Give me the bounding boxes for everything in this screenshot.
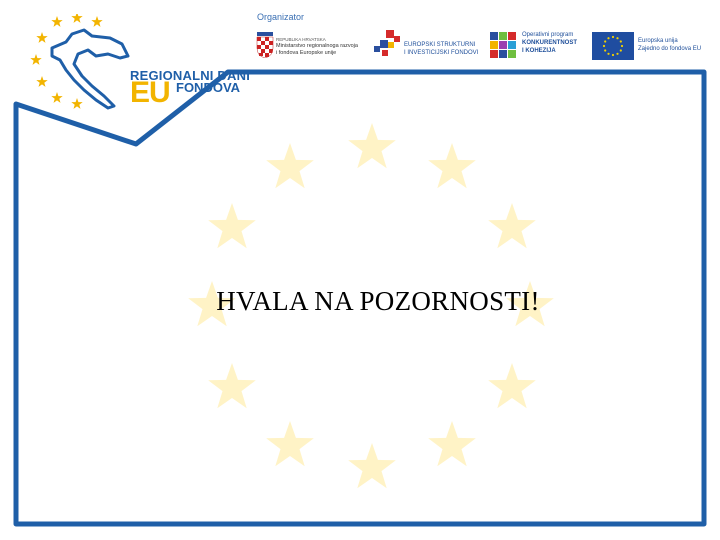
bg-star-5: [488, 363, 536, 408]
partner-opcc-line-3: I KOHEZIJA: [522, 48, 556, 54]
closing-title: HVALA NA POZORNOSTI!: [216, 286, 540, 316]
partner-opcc: [490, 30, 590, 62]
opcc-logo-icon: [490, 32, 516, 58]
partner-ministry-small: REPUBLIKA HRVATSKA: [276, 37, 326, 42]
partner-opcc-line-1: Operativni program: [522, 32, 574, 38]
bg-star-2: [428, 143, 476, 188]
partner-eu: [592, 30, 710, 62]
logo-line-1: REGIONALNI DANI: [130, 68, 250, 83]
croatian-coat-of-arms-icon: [256, 32, 274, 58]
bg-star-12: [266, 143, 314, 188]
partner-ministry-line-2: i fondova Europske unije: [276, 50, 337, 56]
partner-eu-line-1: Europska unija: [638, 38, 678, 44]
eu-flag-icon: [592, 32, 634, 60]
partner-esif-line-2: I INVESTICIJSKI FONDOVI: [404, 50, 479, 56]
partner-ministry-line-1: Ministarstvo regionalnoga razvoja: [276, 43, 358, 49]
regionalni-dani-logo: [30, 14, 250, 114]
bg-star-11: [208, 203, 256, 248]
bg-star-9: [208, 363, 256, 408]
bg-star-6: [428, 421, 476, 466]
bg-star-3: [488, 203, 536, 248]
bg-star-7: [348, 443, 396, 488]
bg-star-8: [266, 421, 314, 466]
bg-star-1: [348, 123, 396, 168]
partner-esif-line-1: EUROPSKI STRUKTURNI: [404, 42, 476, 48]
organizer-label: Organizator: [257, 12, 305, 22]
partner-ministry: [256, 30, 368, 62]
partner-opcc-line-2: KONKURENTNOST: [522, 40, 577, 46]
logo-line-2: FONDOVA: [176, 80, 241, 95]
partner-esif: [374, 30, 486, 62]
logo-eu-text: EU: [130, 76, 170, 109]
partner-eu-line-2: Zajedno do fondova EU: [638, 46, 702, 52]
